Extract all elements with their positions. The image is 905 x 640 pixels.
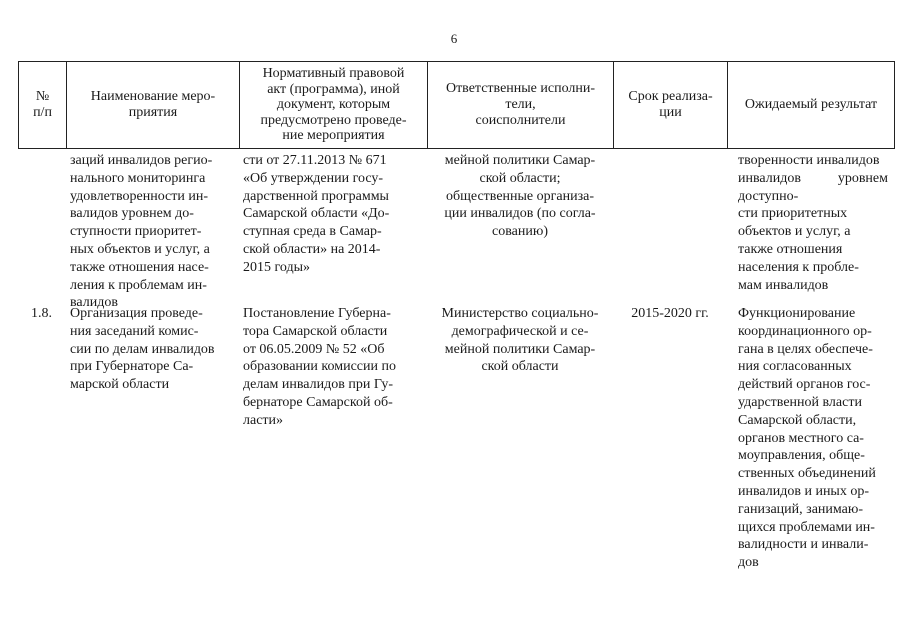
header-term [614,62,727,148]
row2-act-line: образовании комиссии по [243,359,396,375]
row1-resp-line: мейной политики Самар- [444,153,596,168]
row2-result-line: координационного ор- [738,323,872,339]
row1-name-line: ления к проблемам ин- [70,277,207,293]
row1-name [70,152,236,312]
row2-result-line: Функционирование [738,306,856,321]
row1-name-line: ступности приоритет- [70,224,202,240]
row2-term [616,305,724,323]
row2-name-line: при Губернаторе Са- [70,359,194,375]
header-result-line: Ожидаемый результат [744,97,878,112]
row2-result-line: ударственной власти [738,394,862,410]
row1-act [243,152,421,277]
row1-name-line: заций инвалидов регио- [70,153,213,168]
row2-act-line: от 06.05.2009 № 52 «Об [243,341,385,357]
row1-act-line: 2015 годы» [243,259,311,275]
row2-name [70,305,236,394]
header-act-line: документ, которым [276,97,391,113]
row1-result-line: населения к пробле- [738,259,859,275]
row2-resp [430,305,610,376]
row2-act-line: бернаторе Самарской об- [243,394,393,410]
header-bottom-border [18,148,895,149]
row2-result-line: дов [738,555,759,571]
header-name [67,62,239,148]
row2-result-line: органов местного са- [738,430,864,446]
header-num [19,62,66,148]
row2-result-line: Самарской области, [738,412,857,428]
row2-result-line: инвалидов и иных ор- [738,483,870,499]
header-act-line: ние мероприятия [282,128,385,144]
row2-result-line: щихся проблемами ин- [738,519,875,535]
row1-resp-line: ской области; [479,170,561,186]
row2-result-line: моуправления, обще- [738,448,865,464]
row2-resp-line: Министерство социально- [441,306,599,321]
row2-act [243,305,421,430]
header-result [728,62,894,148]
row2-name-line: Организация проведе- [70,306,203,321]
row2-resp-line: мейной политики Самар- [444,341,596,357]
header-act-line: предусмотрено проведе- [260,112,407,128]
header-resp-line: Ответственные исполни- [445,81,596,96]
row1-name-line: ных объектов и услуг, а [70,241,210,257]
header-act-line: акт (программа), иной [267,81,400,97]
row1-result-line: творенности инвалидов [738,153,880,168]
page-number: 6 [450,31,458,46]
header-term-line: ции [659,105,682,120]
row2-result-line: гана в целях обеспече- [738,341,873,357]
row1-resp-line: общественные организа- [446,188,594,204]
row1-name-line: нального мониторинга [70,170,206,186]
row1-name-line: удовлетворенности ин- [70,188,209,204]
header-resp-line: тели, [505,97,536,112]
row2-name-line: ния заседаний комис- [70,323,199,339]
row2-act-line: делам инвалидов при Гу- [243,377,394,393]
row1-resp [430,152,610,241]
row1-act-line: «Об утверждении госу- [243,170,384,186]
row1-result-line: объектов и услуг, а [738,224,851,240]
row1-act-line: сти от 27.11.2013 № 671 [243,153,387,168]
row1-result-line: инвалидов уровнем доступно- [738,170,888,204]
row1-result-line: также отношения [738,241,843,257]
header-resp-line: соисполнители [475,113,566,128]
row2-act-line: тора Самарской области [243,323,388,339]
row1-result-line: мам инвалидов [738,277,829,293]
row1-result-line: сти приоритетных [738,206,848,222]
row2-name-line: сии по делам инвалидов [70,341,215,357]
header-resp [428,62,613,148]
header-act [240,62,427,148]
row1-act-line: ской области» на 2014- [243,241,381,257]
row1-result [738,152,888,294]
row2-result-line: действий органов гос- [738,377,871,393]
row2-name-line: марской области [70,377,170,393]
row2-number: 1.8. [31,306,52,321]
row1-name-line: валидов уровнем до- [70,206,194,222]
row1-act-line: дарственной программы [243,188,389,204]
row2-term-line: 2015-2020 гг. [631,306,709,321]
row1-act-line: ступная среда в Самар- [243,224,382,240]
header-name-line: Наименование меро- [90,89,216,104]
row1-act-line: Самарской области «До- [243,206,390,222]
row2-resp-line: демографической и се- [451,323,589,339]
header-num-text: № п/п [33,89,52,120]
row1-name-line: также отношения насе- [70,259,209,275]
row1-resp-line: ции инвалидов (по согла- [444,206,596,222]
row1-name-line: валидов [70,295,118,311]
row2-result-line: ганизаций, занимаю- [738,501,863,517]
row2-result-line: ния согласованных [738,359,852,375]
col-divider [894,61,895,149]
row2-result-line: валидности и инвали- [738,537,869,553]
row2-result-line: ственных объединений [738,466,876,482]
row2-result [738,305,888,572]
row1-resp-line: сованию) [492,224,548,240]
row2-act-line: Постановление Губерна- [243,306,391,321]
header-name-line: приятия [128,105,178,120]
row2-resp-line: ской области [481,359,559,375]
header-act-line: Нормативный правовой [262,66,405,82]
header-term-line: Срок реализа- [628,89,713,104]
row2-act-line: ласти» [243,412,284,428]
